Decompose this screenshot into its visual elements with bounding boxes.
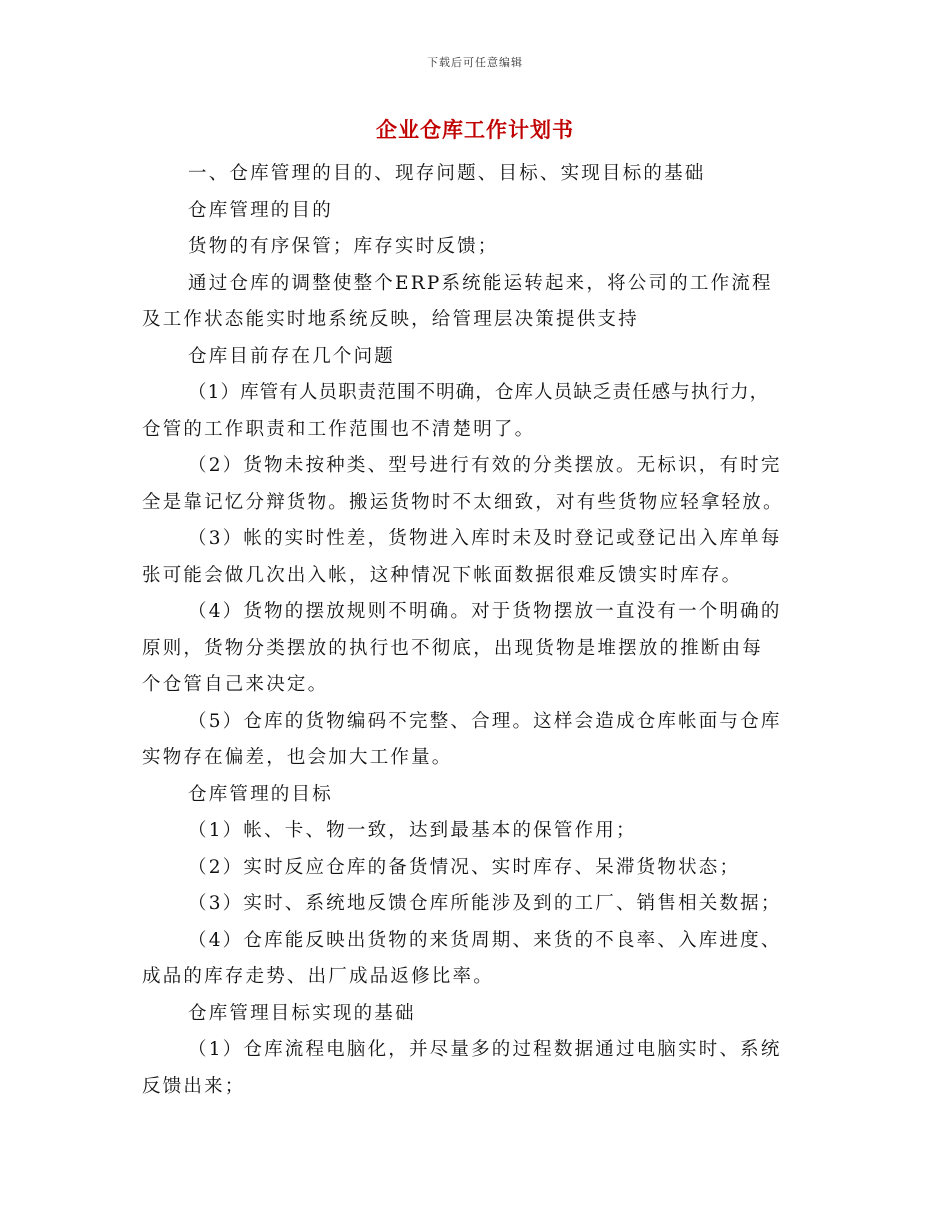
paragraph-line: （4）仓库能反映出货物的来货周期、来货的不良率、入库进度、 — [188, 929, 782, 951]
paragraph-line: 全是靠记忆分辩货物。搬运货物时不太细致，对有些货物应轻拿轻放。 — [142, 491, 784, 513]
paragraph-line: 及工作状态能实时地系统反映，给管理层决策提供支持 — [142, 309, 639, 330]
paragraph-line: （3）帐的实时性差，货物进入库时未及时登记或登记出入库单每 — [188, 528, 782, 549]
document-title: 企业仓库工作计划书 — [376, 117, 574, 142]
paragraph-line: 原则，货物分类摆放的执行也不彻底，出现货物是堆摆放的推断由每 — [142, 637, 764, 659]
section-heading: 仓库管理的目的 — [188, 199, 333, 221]
paragraph-line: （3）实时、系统地反馈仓库所能涉及到的工厂、销售相关数据； — [188, 893, 782, 914]
paragraph-line: 张可能会做几次出入帐，这种情况下帐面数据很难反馈实时库存。 — [142, 564, 743, 586]
document-body — [142, 156, 822, 1105]
paragraph-line: （1）帐、卡、物一致，达到最基本的保管作用； — [188, 820, 637, 841]
paragraph-line: （2）实时反应仓库的备货情况、实时库存、呆滞货物状态； — [188, 856, 741, 878]
paragraph-line: （5）仓库的货物编码不完整、合理。这样会造成仓库帐面与仓库 — [188, 710, 782, 732]
paragraph-line: 成品的库存走势、出厂成品返修比率。 — [142, 966, 494, 987]
section-heading: 仓库管理目标实现的基础 — [188, 1002, 416, 1024]
paragraph-line: 反馈出来； — [142, 1075, 246, 1097]
section-heading: 仓库目前存在几个问题 — [188, 345, 396, 367]
paragraph-line: （2）货物未按种类、型号进行有效的分类摆放。无标识，有时完 — [188, 455, 782, 476]
header-note: 下载后可任意编辑 — [427, 56, 523, 69]
paragraph-line: 仓管的工作职责和工作范围也不清楚明了。 — [142, 418, 536, 440]
paragraph-line: （4）货物的摆放规则不明确。对于货物摆放一直没有一个明确的 — [188, 601, 782, 622]
paragraph-line: 实物存在偏差，也会加大工作量。 — [142, 747, 453, 768]
paragraph-line: 个仓管自己来决定。 — [142, 674, 329, 695]
paragraph-line: 货物的有序保管；库存实时反馈； — [188, 236, 499, 257]
paragraph-line: 一、仓库管理的目的、现存问题、目标、实现目标的基础 — [188, 163, 706, 184]
paragraph-line: （1）仓库流程电脑化，并尽量多的过程数据通过电脑实时、系统 — [188, 1039, 782, 1060]
paragraph-line: 通过仓库的调整使整个ERP系统能运转起来，将公司的工作流程 — [188, 272, 773, 294]
section-heading: 仓库管理的目标 — [188, 783, 333, 805]
paragraph-line: （1）库管有人员职责范围不明确，仓库人员缺乏责任感与执行力， — [188, 382, 770, 403]
